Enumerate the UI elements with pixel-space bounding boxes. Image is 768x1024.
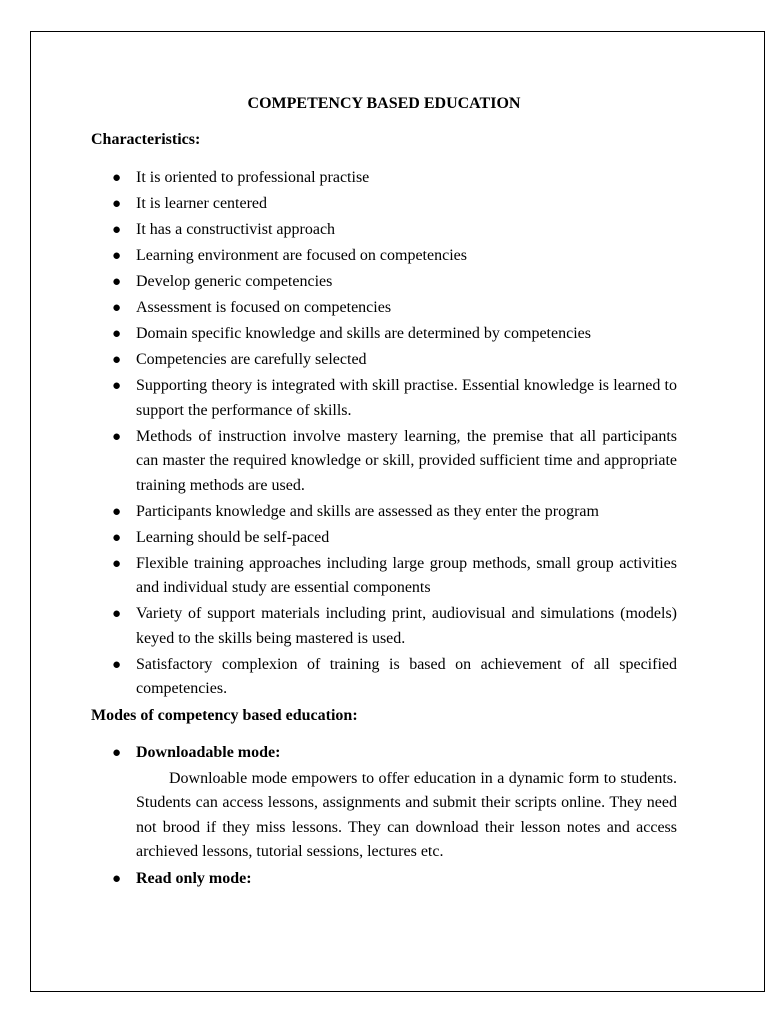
list-item: ● Methods of instruction involve mastery learning, the premise that all participants can master the required knowledge or skill, provided sufficient time and appropriate training methods are used. bbox=[112, 425, 677, 499]
list-item: ● Assessment is focused on competencies bbox=[112, 296, 677, 321]
list-item: ● It is oriented to professional practise bbox=[112, 166, 677, 191]
list-item: ● Flexible training approaches including large group methods, small group activities and individual study are essential components bbox=[112, 552, 677, 601]
list-item: ● Satisfactory complexion of training is based on achievement of all specified competencies. bbox=[112, 653, 677, 702]
bullet-icon: ● bbox=[112, 428, 122, 445]
list-item: ● It has a constructivist approach bbox=[112, 218, 677, 243]
list-item: ● Learning environment are focused on competencies bbox=[112, 244, 677, 269]
bullet-icon: ● bbox=[112, 870, 122, 887]
bullet-icon: ● bbox=[112, 326, 122, 342]
characteristics-heading: Characteristics: bbox=[91, 131, 201, 148]
document-title: COMPETENCY BASED EDUCATION bbox=[247, 95, 521, 112]
list-item: ● Domain specific knowledge and skills are determined by competencies bbox=[112, 322, 677, 347]
list-item: ● It is learner centered bbox=[112, 192, 677, 217]
bullet-icon: ● bbox=[112, 300, 122, 316]
list-item bbox=[112, 867, 677, 892]
bullet-icon: ● bbox=[112, 745, 122, 761]
mode-description: Downloable mode empowers to offer education in a dynamic form to students. Students can access lessons, assignments and submit their scripts online. They need not brood if they miss lessons. They can download their lesson notes and access archieved lessons, tutorial sessions, lectures etc. bbox=[136, 769, 677, 860]
list-item: ● Develop generic competencies bbox=[112, 270, 677, 295]
modes-list bbox=[112, 741, 677, 891]
bullet-icon: ● bbox=[112, 196, 122, 212]
bullet-icon: ● bbox=[112, 606, 122, 622]
bullet-icon: ● bbox=[112, 170, 122, 186]
characteristics-list bbox=[112, 166, 677, 703]
modes-heading: Modes of competency based education: bbox=[91, 707, 358, 724]
bullet-icon: ● bbox=[112, 352, 122, 368]
list-item: ● Participants knowledge and skills are assessed as they enter the program bbox=[112, 500, 677, 525]
bullet-icon: ● bbox=[112, 378, 122, 394]
list-item: ● Variety of support materials including print, audiovisual and simulations (models) keyed to the skills being mastered is used. bbox=[112, 602, 677, 651]
list-item: ● Supporting theory is integrated with skill practise. Essential knowledge is learned to support the performance of skills. bbox=[112, 374, 677, 423]
bullet-icon: ● bbox=[112, 529, 122, 546]
mode-title: Read only mode: bbox=[136, 869, 252, 887]
mode-title: Downloadable mode: bbox=[136, 744, 281, 761]
list-item: ● Learning should be self-paced bbox=[112, 526, 677, 551]
bullet-icon: ● bbox=[112, 555, 122, 572]
bullet-icon: ● bbox=[112, 503, 122, 520]
bullet-icon: ● bbox=[112, 222, 122, 238]
bullet-icon: ● bbox=[112, 656, 122, 673]
list-item: ● Competencies are carefully selected bbox=[112, 348, 677, 373]
bullet-icon: ● bbox=[112, 274, 122, 290]
bullet-icon: ● bbox=[112, 248, 122, 264]
list-item bbox=[112, 741, 677, 865]
